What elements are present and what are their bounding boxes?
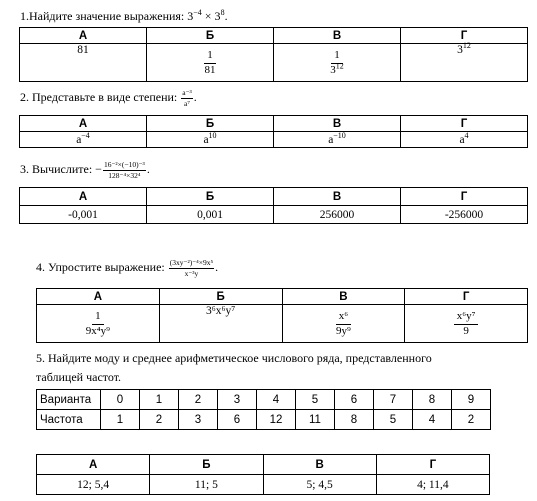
- answer-b: $\frac{1}{81}$: [147, 44, 274, 82]
- variant-cell: 3: [218, 390, 257, 410]
- question-4-fraction: $\frac{\text{(3xy⁻²)⁻⁴×9x⁵}}{\text{x⁻³y}}$: [169, 258, 214, 278]
- answer-v: $a^{-10}$: [274, 132, 401, 148]
- answer-table-1: [19, 27, 528, 82]
- frequency-row: [37, 410, 491, 430]
- variant-cell: 6: [335, 390, 374, 410]
- answer-a: 12; 5,4: [37, 475, 150, 495]
- header-v: В: [263, 455, 376, 475]
- frequency-cell: 6: [218, 410, 257, 430]
- variant-cell: 9: [452, 390, 491, 410]
- variant-cell: 7: [374, 390, 413, 410]
- header-a: А: [20, 116, 147, 132]
- header-v: В: [282, 289, 405, 305]
- frequency-cell: 4: [413, 410, 452, 430]
- header-b: Б: [159, 289, 282, 305]
- question-3-text: 3. Вычислите: −: [20, 161, 102, 176]
- answer-b: 0,001: [147, 206, 274, 224]
- answer-b: $a^{10}$: [147, 132, 274, 148]
- variant-label: Варианта: [37, 390, 101, 410]
- frequency-cell: 2: [140, 410, 179, 430]
- question-5-line-1: 5. Найдите моду и среднее арифметическое числового ряда, представленного: [36, 351, 432, 365]
- answer-v: $\frac{\text{x⁶}}{\text{9y⁹}}$: [282, 305, 405, 343]
- header-a: А: [20, 188, 147, 206]
- question-1: [20, 9, 228, 24]
- answer-a: -0,001: [20, 206, 147, 224]
- frequency-cell: 5: [374, 410, 413, 430]
- header-b: Б: [147, 116, 274, 132]
- answer-table-3: [19, 187, 528, 224]
- answer-table-2: [19, 115, 528, 148]
- answer-a: $a^{-4}$: [20, 132, 147, 148]
- answer-b: 3⁶x⁶y⁷: [159, 305, 282, 343]
- answer-a: 81: [20, 44, 147, 82]
- question-5: [36, 349, 432, 387]
- variant-row: [37, 390, 491, 410]
- header-g: Г: [401, 188, 528, 206]
- frequency-label: Частота: [37, 410, 101, 430]
- frequency-cell: 1: [101, 410, 140, 430]
- frequency-cell: 8: [335, 410, 374, 430]
- answer-a: $\frac{1}{\text{9x⁴y⁹}}$: [37, 305, 160, 343]
- variant-cell: 1: [140, 390, 179, 410]
- header-g: Г: [401, 28, 528, 44]
- header-v: В: [274, 116, 401, 132]
- header-v: В: [274, 28, 401, 44]
- answer-g: 4; 11,4: [376, 475, 489, 495]
- question-4-text: 4. Упростите выражение:: [36, 259, 168, 274]
- answer-v: $\frac{1}{3^{12}}$: [274, 44, 401, 82]
- header-a: А: [37, 455, 150, 475]
- answer-table-4: [36, 288, 528, 343]
- question-5-line-2: таблицей частот.: [36, 370, 122, 384]
- question-4: 4. Упростите выражение: $\frac{\text{(3xy⁻²)⁻⁴×9x⁵}}{\text{x⁻³y}}$ .: [36, 258, 219, 278]
- frequency-cell: 2: [452, 410, 491, 430]
- question-2: 2. Представьте в виде степени: $\frac{\text{a⁻³}}{\text{a⁷}}$ .: [20, 88, 197, 108]
- answer-g: $3^{12}$: [401, 44, 528, 82]
- variant-cell: 4: [257, 390, 296, 410]
- variant-cell: 2: [179, 390, 218, 410]
- frequency-table: [36, 389, 491, 430]
- answer-v: 256000: [274, 206, 401, 224]
- header-b: Б: [147, 28, 274, 44]
- header-v: В: [274, 188, 401, 206]
- header-b: Б: [150, 455, 263, 475]
- answer-b: 11; 5: [150, 475, 263, 495]
- frequency-cell: 12: [257, 410, 296, 430]
- frequency-cell: 11: [296, 410, 335, 430]
- question-1-expression: $3^{-4} \times 3^8$.: [187, 8, 228, 23]
- variant-cell: 8: [413, 390, 452, 410]
- header-g: Г: [401, 116, 528, 132]
- answer-g: $a^4$: [401, 132, 528, 148]
- header-g: Г: [405, 289, 528, 305]
- frequency-cell: 3: [179, 410, 218, 430]
- question-3: 3. Вычислите: − $\frac{\text{16⁻²×(−10)⁻³}}{\text{128⁻⁴×32⁴}}$ .: [20, 160, 150, 180]
- question-2-fraction: $\frac{\text{a⁻³}}{\text{a⁷}}$: [182, 88, 192, 108]
- answer-table-5: [36, 454, 490, 495]
- variant-cell: 0: [101, 390, 140, 410]
- variant-cell: 5: [296, 390, 335, 410]
- question-2-text: 2. Представьте в виде степени:: [20, 89, 181, 104]
- header-b: Б: [147, 188, 274, 206]
- header-g: Г: [376, 455, 489, 475]
- header-a: А: [20, 28, 147, 44]
- answer-g: -256000: [401, 206, 528, 224]
- question-3-fraction: $\frac{\text{16⁻²×(−10)⁻³}}{\text{128⁻⁴×32⁴}}$: [103, 160, 145, 180]
- header-a: А: [37, 289, 160, 305]
- question-1-text: 1.Найдите значение выражения:: [20, 9, 188, 23]
- answer-g: $\frac{\text{x⁶y⁷}}{9}$: [405, 305, 528, 343]
- answer-v: 5; 4,5: [263, 475, 376, 495]
